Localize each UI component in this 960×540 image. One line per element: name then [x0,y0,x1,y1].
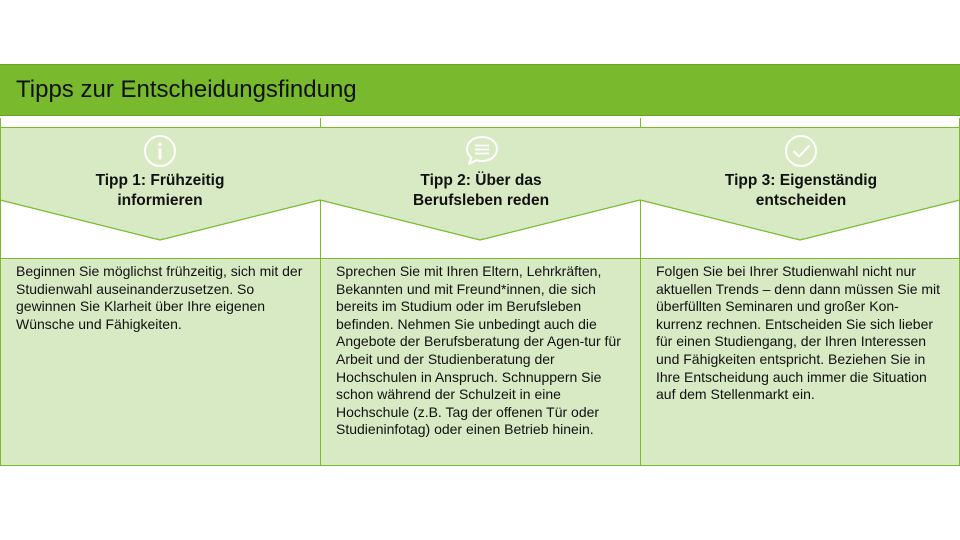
tip-body-1: Beginnen Sie möglichst frühzeitig, sich mit der Studienwahl auseinanderzusetzen. So gewinnen Sie Klarheit über Ihre eigenen Wünsche und Fähigkeiten. [16,263,303,332]
tip-title-2 [341,171,621,211]
tip-body-2: Sprechen Sie mit Ihren Eltern, Lehrkräften, Bekannten und mit Freund*innen, die sich bereits im Studium oder im Berufsleben befinden. Nehmen Sie unbedingt auch die Angebote der Berufsberatung der Agen-tur für Arbeit und der Studienberatung der Hochschulen in Anspruch. Schnuppern Sie schon während der Schulzeit in eine Hochschule (z.B. Tag der offenen Tür oder Studieninfotag) oder einen Betrieb hinein. [336,263,621,438]
tip-column-1 [0,118,320,466]
tip-title-line-1: Tipp 1: Frühzeitig [95,172,225,189]
tip-title-line-1: Tipp 3: Eigenständig [724,172,878,189]
info-icon [143,134,177,168]
top-strip [641,118,960,128]
tip-body-box-3 [641,258,960,466]
tip-body-box-1 [0,258,320,466]
tip-column-3 [640,118,960,466]
top-strip [0,118,320,128]
tip-title-line-2: entscheiden [755,192,847,209]
tip-title-line-1: Tipp 2: Über das [420,172,542,189]
tips-grid [0,118,960,466]
top-strip [321,118,640,128]
tip-title-1 [20,171,300,211]
tip-title-line-2: informieren [117,192,203,209]
header-bar [0,64,960,116]
page-title: Tipps zur Entscheidungsfindung [16,76,357,103]
chat-bubble-icon [464,134,498,168]
tip-body-3: Folgen Sie bei Ihrer Studienwahl nicht nur aktuellen Trends – denn dann müssen Sie mit überfüllten Seminaren und großer Kon-kurrenz rechnen. Entscheiden Sie sich lieber für einen Studiengang, der Ihren Interessen und Fähigkeiten entspricht. Beziehen Sie in Ihre Entscheidung auch immer die Situation auf dem Stellenmarkt ein. [656,263,941,403]
tip-column-2 [320,118,640,466]
tip-title-line-2: Berufsleben reden [412,192,550,209]
tip-body-box-2 [321,258,640,466]
tip-title-3 [661,171,941,211]
checkmark-icon [784,134,818,168]
